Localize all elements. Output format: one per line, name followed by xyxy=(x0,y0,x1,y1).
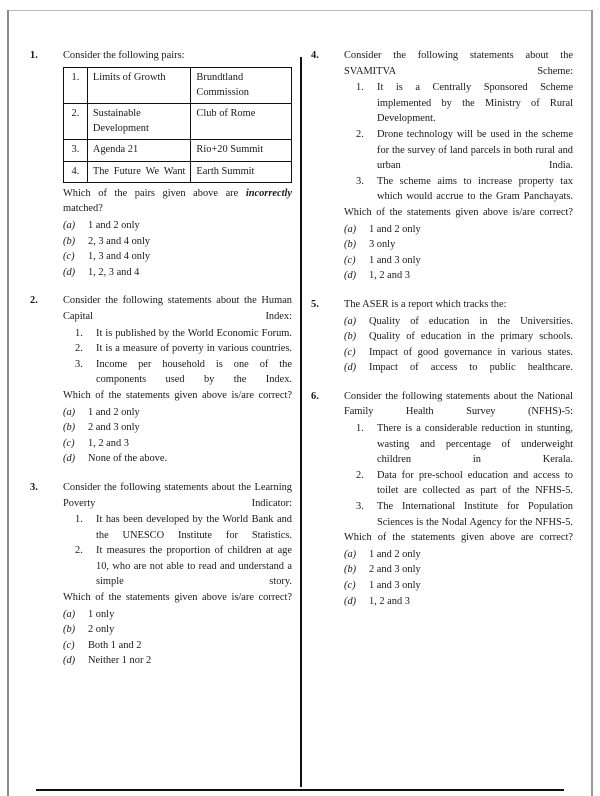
statement-text: Data for pre-school education and access to toilet are collected as part of the NFHS-5. xyxy=(377,469,573,497)
table-cell-index: 3. xyxy=(64,140,88,161)
table-cell-item: The Future We Want xyxy=(87,161,191,182)
question-block xyxy=(30,293,292,467)
table-row xyxy=(64,104,292,140)
question-ask: Which of the statements given above is/are correct? xyxy=(344,206,573,218)
table-cell-index: 2. xyxy=(64,104,88,140)
option-letter: (b) xyxy=(344,239,357,251)
table-cell-index: 1. xyxy=(64,67,88,103)
option-item[interactable] xyxy=(63,420,292,436)
option-item[interactable] xyxy=(63,607,292,623)
question-block xyxy=(311,389,573,609)
statement-item xyxy=(75,512,292,543)
table-row xyxy=(64,161,292,182)
option-text: 1 and 2 only xyxy=(369,223,421,235)
statement-item xyxy=(75,357,292,388)
option-text: Quality of education in the Universities. xyxy=(369,315,573,327)
page-edge-right-line xyxy=(591,10,593,796)
question-stem: Consider the following statements about the National Family Health Survey (NFHS)-5: xyxy=(344,390,573,418)
option-text: Neither 1 nor 2 xyxy=(88,655,152,667)
option-letter: (b) xyxy=(344,564,357,576)
option-text: 1, 2, 3 and 4 xyxy=(88,266,140,278)
question-number: 6. xyxy=(311,390,319,402)
statement-text: Income per household is one of the components used by the Index. xyxy=(96,358,292,386)
option-letter: (c) xyxy=(344,580,356,591)
statement-item xyxy=(356,468,573,499)
option-text: 1 and 2 only xyxy=(369,548,421,560)
question-stem: Consider the following statements about the SVAMITVA Scheme: xyxy=(344,50,573,77)
ask-text-post: matched? xyxy=(63,203,103,215)
statement-number: 1. xyxy=(356,423,364,435)
option-list xyxy=(63,218,292,280)
question-block xyxy=(311,297,573,376)
table-cell-item: Sustainable Development xyxy=(87,104,191,140)
question-number: 1. xyxy=(30,50,38,61)
question-body xyxy=(344,297,573,376)
question-stem: Consider the following statements about the Human Capital Index: xyxy=(63,295,292,322)
option-item[interactable] xyxy=(63,653,292,669)
question-body xyxy=(344,48,573,284)
option-item[interactable] xyxy=(344,314,573,330)
statement-list xyxy=(356,421,573,530)
table-cell-item: Limits of Growth xyxy=(87,67,191,103)
option-item[interactable] xyxy=(344,360,573,376)
question-number: 4. xyxy=(311,50,319,61)
option-list xyxy=(63,607,292,669)
page-edge-left-line xyxy=(7,10,9,796)
question-stem: The ASER is a report which tracks the: xyxy=(344,298,507,310)
statement-item xyxy=(356,80,573,127)
option-letter: (b) xyxy=(344,331,357,343)
option-text: Impact of good governance in various states. xyxy=(369,346,573,358)
option-text: 1 and 3 only xyxy=(369,580,421,591)
option-letter: (b) xyxy=(63,624,76,636)
statement-number: 2. xyxy=(356,469,364,481)
question-body xyxy=(63,293,292,467)
statement-list xyxy=(356,80,573,205)
option-text: None of the above. xyxy=(88,453,168,465)
statement-item xyxy=(75,543,292,590)
option-letter: (b) xyxy=(63,422,76,434)
statement-text: It has been developed by the World Bank and the UNESCO Institute for Statistics. xyxy=(96,514,292,541)
question-ask xyxy=(63,186,292,217)
question-ask: Which of the statements given above is/are correct? xyxy=(63,592,292,604)
table-row xyxy=(64,67,292,103)
option-letter: (b) xyxy=(63,235,76,247)
statement-item xyxy=(75,326,292,342)
statement-item xyxy=(356,127,573,174)
option-item[interactable] xyxy=(63,436,292,452)
option-letter: (a) xyxy=(344,223,357,235)
option-letter: (c) xyxy=(344,346,356,358)
column-divider-rule xyxy=(300,57,302,787)
option-text: Both 1 and 2 xyxy=(88,639,142,651)
option-letter: (c) xyxy=(63,437,75,449)
option-item[interactable] xyxy=(63,451,292,467)
option-letter: (a) xyxy=(344,548,357,560)
option-item[interactable] xyxy=(63,234,292,250)
statement-text: The International Institute for Population Sciences is the Nodal Agency for the NFHS-5. xyxy=(377,501,573,528)
question-ask: Which of the statements given above is/are correct? xyxy=(63,389,292,401)
statement-text: It measures the proportion of children at age 10, who are not able to read and understand a simple story. xyxy=(96,545,292,588)
option-item[interactable] xyxy=(63,249,292,265)
question-block xyxy=(30,480,292,669)
statement-number: 1. xyxy=(356,82,364,94)
question-number: 3. xyxy=(30,481,38,493)
question-body xyxy=(63,48,292,280)
option-item[interactable] xyxy=(344,329,573,345)
option-text: 2 only xyxy=(88,624,115,636)
option-letter: (d) xyxy=(344,270,357,282)
table-cell-item: Agenda 21 xyxy=(87,140,191,161)
option-list xyxy=(344,547,573,609)
question-block xyxy=(30,48,292,280)
question-stem: Consider the following statements about the Learning Poverty Indicator: xyxy=(63,481,292,509)
question-block xyxy=(311,48,573,284)
option-text: Quality of education in the primary schools. xyxy=(369,331,573,343)
option-text: 1, 3 and 4 only xyxy=(88,251,151,263)
option-letter: (d) xyxy=(63,266,76,278)
ask-emphasis: incorrectly xyxy=(245,187,292,199)
statement-text: It is published by the World Economic Forum. xyxy=(96,327,292,339)
option-letter: (a) xyxy=(63,406,76,418)
question-number: 2. xyxy=(30,295,38,307)
option-item[interactable] xyxy=(344,237,573,253)
option-letter: (c) xyxy=(63,251,75,263)
question-number: 5. xyxy=(311,298,319,310)
option-text: 1, 2 and 3 xyxy=(369,595,410,607)
statement-text: The scheme aims to increase property tax which would accrue to the Gram Panchayats. xyxy=(377,175,573,203)
statement-number: 2. xyxy=(75,343,83,355)
option-text: 1 and 3 only xyxy=(369,254,421,266)
option-item[interactable] xyxy=(63,405,292,421)
option-letter: (a) xyxy=(344,315,357,327)
option-item[interactable] xyxy=(344,562,573,578)
table-row xyxy=(64,140,292,161)
statement-text: Drone technology will be used in the scheme for the survey of land parcels in both rural and urban India. xyxy=(377,128,573,172)
option-item[interactable] xyxy=(344,594,573,610)
option-text: 1 only xyxy=(88,608,115,620)
option-text: 1 and 2 only xyxy=(88,220,140,231)
option-item[interactable] xyxy=(344,222,573,238)
option-text: 3 only xyxy=(369,239,396,251)
option-item[interactable] xyxy=(344,578,573,594)
option-text: 1 and 2 only xyxy=(88,406,140,418)
statement-text: It is a Centrally Sponsored Scheme implemented by the Ministry of Rural Development. xyxy=(377,82,573,125)
page-bottom-rule xyxy=(36,789,564,791)
statement-number: 1. xyxy=(75,514,83,526)
option-item[interactable] xyxy=(63,622,292,638)
option-text: 2 and 3 only xyxy=(369,564,421,576)
table-cell-match: Earth Summit xyxy=(191,161,292,182)
option-letter: (d) xyxy=(63,453,76,465)
statement-text: It is a measure of poverty in various countries. xyxy=(96,343,292,355)
option-text: 2, 3 and 4 only xyxy=(88,235,151,247)
statement-number: 3. xyxy=(356,175,364,187)
option-item[interactable] xyxy=(63,638,292,654)
option-text: Impact of access to public healthcare. xyxy=(369,362,573,374)
option-letter: (a) xyxy=(63,220,76,231)
table-cell-index: 4. xyxy=(64,161,88,182)
statement-item xyxy=(356,421,573,468)
statement-item xyxy=(75,341,292,357)
question-ask: Which of the statements given above are correct? xyxy=(344,532,573,544)
option-text: 1, 2 and 3 xyxy=(88,437,129,449)
option-item[interactable] xyxy=(344,547,573,563)
pairs-table xyxy=(63,67,292,183)
option-item[interactable] xyxy=(63,265,292,281)
statement-number: 3. xyxy=(356,501,364,513)
statement-text: There is a considerable reduction in stunting, wasting and percentage of underweight children in Kerala. xyxy=(377,423,573,466)
option-list xyxy=(63,405,292,467)
option-item[interactable] xyxy=(344,268,573,284)
ask-text-pre: Which of the pairs given above are xyxy=(63,187,246,199)
option-letter: (c) xyxy=(344,254,356,266)
option-letter: (a) xyxy=(63,608,76,620)
statement-number: 1. xyxy=(75,327,83,339)
table-cell-match: Club of Rome xyxy=(191,104,292,140)
statement-item xyxy=(356,174,573,205)
option-letter: (d) xyxy=(344,595,357,607)
option-item[interactable] xyxy=(63,218,292,234)
question-body xyxy=(63,480,292,669)
statement-item xyxy=(356,499,573,530)
option-item[interactable] xyxy=(344,253,573,269)
option-list xyxy=(344,314,573,376)
statement-list xyxy=(75,512,292,590)
statement-number: 3. xyxy=(75,358,83,370)
question-stem: Consider the following pairs: xyxy=(63,50,185,61)
option-letter: (d) xyxy=(344,362,357,374)
statement-number: 2. xyxy=(75,545,83,557)
option-item[interactable] xyxy=(344,345,573,361)
option-list xyxy=(344,222,573,284)
right-column xyxy=(311,48,573,622)
option-text: 2 and 3 only xyxy=(88,422,140,434)
page-edge-top-line xyxy=(7,10,593,11)
question-body xyxy=(344,389,573,609)
option-letter: (c) xyxy=(63,639,75,651)
left-column xyxy=(30,48,292,682)
option-text: 1, 2 and 3 xyxy=(369,270,410,282)
table-cell-match: Brundtland Commission xyxy=(191,67,292,103)
statement-number: 2. xyxy=(356,128,364,140)
table-cell-match: Rio+20 Summit xyxy=(191,140,292,161)
statement-list xyxy=(75,326,292,388)
option-letter: (d) xyxy=(63,655,76,667)
